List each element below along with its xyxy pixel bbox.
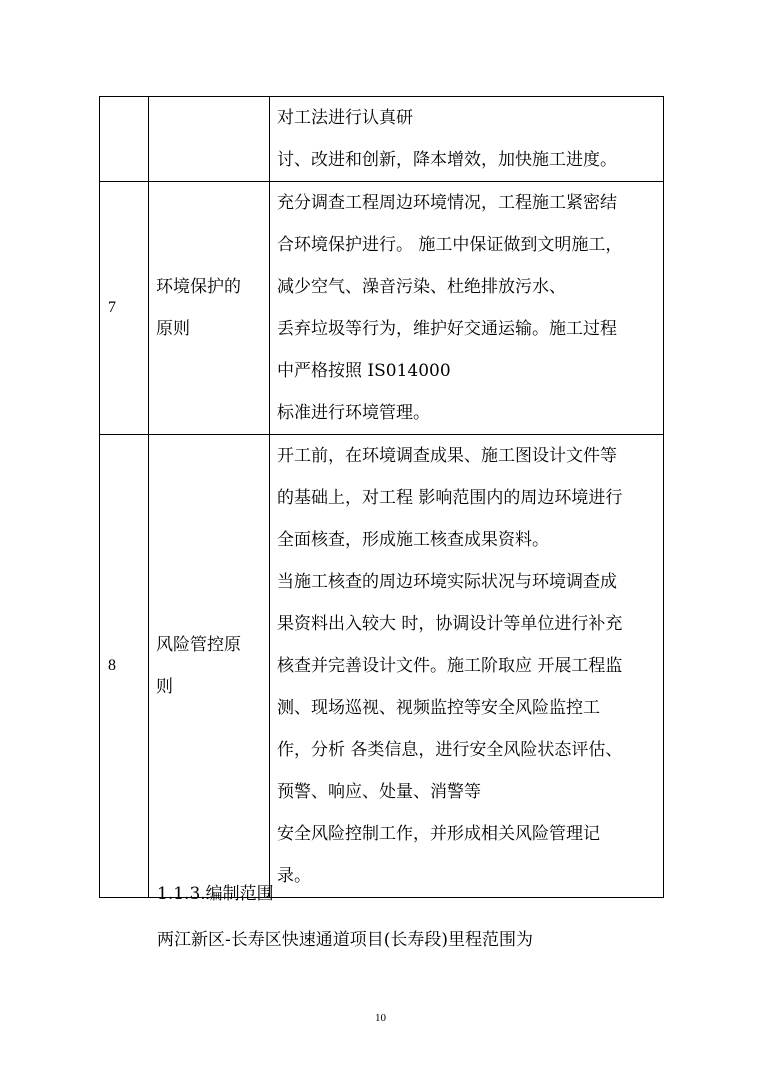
description-line: 充分调查工程周边环境情况，工程施工紧密结 xyxy=(277,193,617,213)
row-number: 8 xyxy=(100,435,149,898)
name-line: 则 xyxy=(156,677,173,697)
description-line: 合环境保护进行。 施工中保证做到文明施工， xyxy=(277,235,623,255)
row-name xyxy=(149,182,270,435)
description-line: 讨、改进和创新，降本增效，加快施工进度。 xyxy=(277,150,617,170)
description-line: 丢弃垃圾等行为，维护好交通运输。施工过程 xyxy=(277,319,617,339)
table-row xyxy=(100,182,664,435)
description-line: 核查并完善设计文件。施工阶取应 开展工程监 xyxy=(277,656,623,676)
description-line: 减少空气、澡音污染、杜绝排放污水、 xyxy=(277,277,566,297)
section-heading: 1.1.3.编制范围 xyxy=(157,884,274,904)
principles-table xyxy=(99,96,664,898)
description-line: 果资料出入较大 时，协调设计等单位进行补充 xyxy=(277,614,623,634)
table-row xyxy=(100,435,664,898)
section-paragraph: 两江新区-长寿区快速通道项目(长寿段)里程范围为 xyxy=(157,930,534,950)
name-line: 风险管控原 xyxy=(156,635,241,655)
description-line: 中严格按照 IS014000 xyxy=(277,361,451,381)
row-number xyxy=(100,97,149,182)
description-line: 全面核查，形成施工核查成果资料。 xyxy=(277,530,549,550)
row-description xyxy=(270,182,664,435)
row-name xyxy=(149,97,270,182)
description-line: 录。 xyxy=(277,866,311,886)
description-line: 作，分析 各类信息，进行安全风险状态评估、 xyxy=(277,740,623,760)
row-description xyxy=(270,97,664,182)
description-line: 的基础上，对工程 影响范围内的周边环境进行 xyxy=(277,488,623,508)
row-name xyxy=(149,435,270,898)
row-description xyxy=(270,435,664,898)
description-line: 预警、响应、处量、消警等 xyxy=(277,782,481,802)
row-number: 7 xyxy=(100,182,149,435)
name-line: 环境保护的 xyxy=(156,277,241,297)
description-line: 标准进行环境管理。 xyxy=(277,403,430,423)
name-line: 原则 xyxy=(156,319,190,339)
table-row xyxy=(100,97,664,182)
description-line: 对工法进行认真研 xyxy=(277,108,413,128)
description-line: 开工前，在环境调查成果、施工图设计文件等 xyxy=(277,446,617,466)
description-line: 当施工核查的周边环境实际状况与环境调查成 xyxy=(277,572,617,592)
description-line: 安全风险控制工作，并形成相关风险管理记 xyxy=(277,824,600,844)
page-number: 10 xyxy=(375,1012,386,1024)
description-line: 测、现场巡视、视频监控等安全风险监控工 xyxy=(277,698,600,718)
